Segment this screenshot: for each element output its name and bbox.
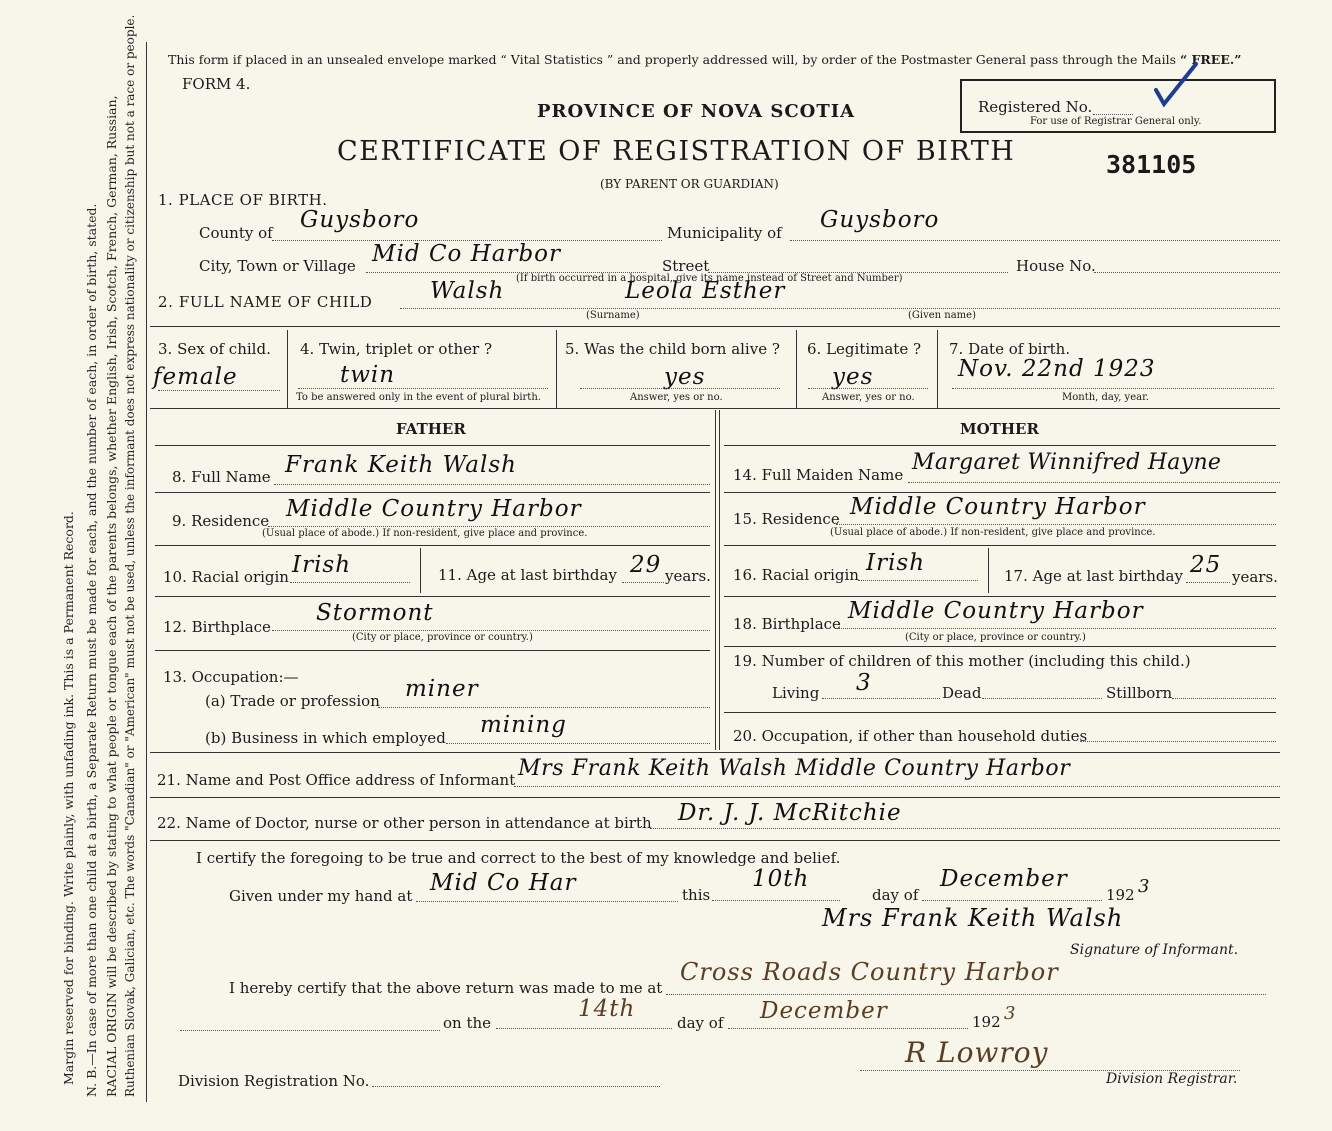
registrar-place: Cross Roads Country Harbor — [680, 958, 1059, 986]
father-name: Frank Keith Walsh — [285, 452, 517, 478]
child-surname: Walsh — [430, 278, 505, 304]
legitimate-label: 6. Legitimate ? — [807, 340, 922, 358]
father-occupation-label: 13. Occupation:— — [163, 668, 299, 686]
city-label: City, Town or Village — [199, 257, 356, 275]
stillborn-label: Stillborn — [1106, 684, 1173, 702]
mother-years: years. — [1232, 568, 1278, 586]
hospital-note: (If birth occurred in a hospital, give its name instead of Street and Number) — [516, 273, 903, 284]
given-under-label: Given under my hand at — [229, 887, 413, 905]
sex-value: female — [153, 364, 238, 390]
division-registration-label: Division Registration No. — [178, 1072, 370, 1090]
dob-value: Nov. 22nd 1923 — [958, 356, 1156, 382]
certificate-subtitle: (BY PARENT OR GUARDIAN) — [600, 177, 779, 191]
mother-race: Irish — [866, 550, 926, 576]
this-label: this — [682, 886, 711, 904]
mother-age: 25 — [1190, 552, 1222, 578]
legitimate-note: Answer, yes or no. — [822, 392, 915, 403]
twin-value: twin — [340, 362, 396, 388]
registrar-year-prefix: 192 — [972, 1013, 1001, 1031]
registered-label: Registered No. — [978, 98, 1093, 116]
margin-racial-note: RACIAL ORIGIN will be described by stating to what people or tongue each of the parents belongs, whether English, Irish, Scotch, French, German, Russian, — [104, 95, 119, 1097]
mother-birthplace: Middle Country Harbor — [848, 598, 1144, 624]
registrar-signature-label: Division Registrar. — [1106, 1071, 1238, 1087]
father-age: 29 — [630, 552, 662, 578]
informant-label: 21. Name and Post Office address of Informant — [157, 771, 516, 789]
father-name-label: 8. Full Name — [172, 468, 271, 486]
mother-residence-label: 15. Residence — [733, 510, 840, 528]
mother-birthplace-note: (City or place, province or country.) — [905, 632, 1086, 643]
mother-name-label: 14. Full Maiden Name — [733, 466, 904, 484]
father-years: years. — [665, 567, 711, 585]
twin-label: 4. Twin, triplet or other ? — [300, 340, 492, 358]
father-business: mining — [480, 712, 567, 738]
registered-box — [960, 79, 1276, 133]
alive-label: 5. Was the child born alive ? — [565, 340, 780, 358]
alive-note: Answer, yes or no. — [630, 392, 723, 403]
province-title: PROVINCE OF NOVA SCOTIA — [537, 101, 856, 122]
county-value: Guysboro — [300, 207, 420, 233]
city-value: Mid Co Harbor — [372, 241, 562, 267]
dob-note: Month, day, year. — [1062, 392, 1149, 403]
registrar-day: 14th — [578, 996, 636, 1022]
informant-signature-label: Signature of Informant. — [1070, 942, 1239, 958]
registrar-on-the-label: on the — [443, 1014, 492, 1032]
father-race-label: 10. Racial origin — [163, 568, 289, 586]
father-residence-label: 9. Residence — [172, 512, 270, 530]
doctor-label: 22. Name of Doctor, nurse or other person in attendance at birth — [157, 814, 652, 832]
father-age-label: 11. Age at last birthday — [438, 566, 617, 584]
given-month: December — [940, 866, 1068, 892]
street-label: Street — [662, 257, 710, 275]
mother-residence: Middle Country Harbor — [850, 494, 1146, 520]
mother-occupation-label: 20. Occupation, if other than household duties — [733, 727, 1088, 745]
mother-birthplace-label: 18. Birthplace — [733, 615, 841, 633]
given-caption: (Given name) — [908, 310, 976, 321]
given-day-of-label: day of — [872, 886, 919, 904]
margin-nb-note: N. B.—In case of more than one child at a birth, a Separate Return must be made for each, and the number of each, in order of birth, stated. — [84, 203, 99, 1097]
county-label: County of — [199, 224, 273, 242]
father-birthplace: Stormont — [316, 600, 434, 626]
living-count: 3 — [856, 670, 872, 696]
father-business-label: (b) Business in which employed — [205, 729, 446, 747]
municipality-label: Municipality of — [667, 224, 782, 242]
father-race: Irish — [292, 552, 352, 578]
twin-note: To be answered only in the event of plural birth. — [296, 392, 541, 403]
mother-residence-note: (Usual place of abode.) If non-resident, give place and province. — [830, 527, 1156, 538]
mail-notice — [168, 52, 1241, 67]
mail-free: “ FREE.” — [1179, 52, 1242, 67]
registrar-day-of-label: day of — [677, 1014, 724, 1032]
form-number: FORM 4. — [182, 75, 251, 93]
given-year-suffix: 3 — [1138, 876, 1151, 897]
mother-age-label: 17. Age at last birthday — [1004, 567, 1183, 585]
dead-label: Dead — [942, 684, 982, 702]
father-birthplace-note: (City or place, province or country.) — [352, 632, 533, 643]
margin-racial-note-2: Ruthenian Slovak, Galician, etc. The words "Canadian" or "American" must not be used, unless the informant does not express nationality or citizenship but not a race or people. — [123, 14, 137, 1097]
father-residence: Middle Country Harbor — [286, 496, 582, 522]
child-name-label: 2. FULL NAME OF CHILD — [158, 293, 373, 311]
municipality-value: Guysboro — [820, 207, 940, 233]
registered-note: For use of Registrar General only. — [1030, 116, 1202, 127]
alive-value: yes — [664, 364, 706, 390]
informant-value: Mrs Frank Keith Walsh Middle Country Harbor — [518, 756, 1071, 781]
place-heading: 1. PLACE OF BIRTH. — [158, 191, 328, 209]
child-given-name: Leola Esther — [625, 278, 786, 304]
dob-label: 7. Date of birth. — [949, 340, 1071, 358]
father-trade-label: (a) Trade or profession — [205, 692, 380, 710]
certify-statement: I certify the foregoing to be true and correct to the best of my knowledge and belief. — [196, 849, 841, 867]
children-label: 19. Number of children of this mother (including this child.) — [733, 652, 1191, 670]
certificate-title: CERTIFICATE OF REGISTRATION OF BIRTH — [337, 136, 1016, 167]
father-residence-note: (Usual place of abode.) If non-resident, give place and province. — [262, 528, 588, 539]
certificate-number: 381105 — [1106, 150, 1197, 179]
legitimate-value: yes — [832, 364, 874, 390]
given-day: 10th — [752, 866, 810, 892]
margin-binding-note: Margin reserved for binding. Write plainly, with unfading ink. This is a Permanent Record. — [61, 511, 76, 1085]
mail-notice-text: This form if placed in an unsealed envelope marked “ Vital Statistics ” and properly addressed will, by order of the Postmaster General pass through the Mails — [168, 52, 1176, 67]
registrar-month: December — [760, 998, 888, 1024]
mother-race-label: 16. Racial origin — [733, 566, 859, 584]
sex-label: 3. Sex of child. — [158, 340, 271, 358]
informant-signature: Mrs Frank Keith Walsh — [822, 904, 1124, 932]
father-heading: FATHER — [396, 420, 466, 438]
living-label: Living — [772, 684, 820, 702]
mother-name: Margaret Winnifred Hayne — [912, 450, 1222, 475]
surname-caption: (Surname) — [586, 310, 640, 321]
given-year-prefix: 192 — [1106, 886, 1135, 904]
registrar-statement: I hereby certify that the above return was made to me at — [229, 979, 663, 997]
doctor-value: Dr. J. J. McRitchie — [678, 800, 902, 826]
check-mark-icon — [1150, 60, 1200, 108]
margin-rule — [146, 42, 147, 1102]
mother-heading: MOTHER — [960, 420, 1039, 438]
father-birthplace-label: 12. Birthplace — [163, 618, 271, 636]
registrar-signature: R Lowroy — [905, 1036, 1049, 1069]
given-place: Mid Co Har — [430, 870, 577, 896]
house-label: House No. — [1016, 257, 1096, 275]
father-trade: miner — [405, 676, 479, 702]
registrar-year-suffix: 3 — [1004, 1003, 1017, 1024]
